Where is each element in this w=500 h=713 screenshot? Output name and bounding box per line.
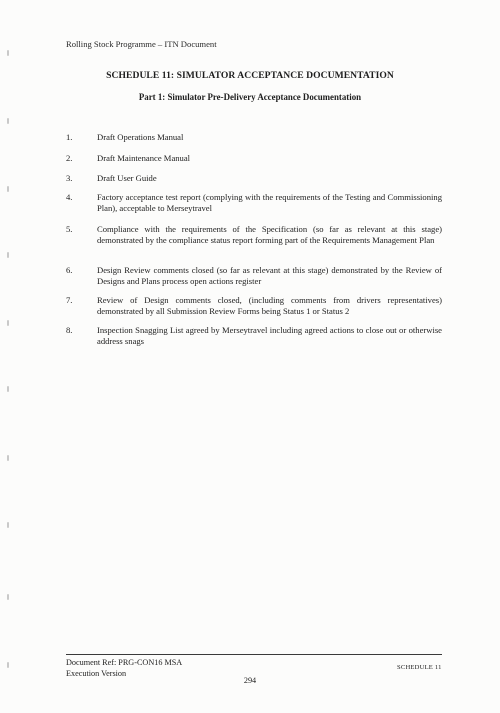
schedule-label: SCHEDULE 11 <box>397 664 442 671</box>
footer-divider <box>66 654 442 655</box>
item-text: Draft User Guide <box>97 173 157 183</box>
item-text: Factory acceptance test report (complying with the requirements of the Testing and Commissioning Plan), acceptable to Merseytravel <box>97 192 442 214</box>
item-text: Design Review comments closed (so far as relevant at this stage) demonstrated by the Review of Designs and Plans process open actions register <box>97 265 442 287</box>
schedule-title: SCHEDULE 11: SIMULATOR ACCEPTANCE DOCUMENTATION <box>106 70 394 81</box>
item-number: 5. <box>66 224 73 234</box>
list-item <box>66 325 442 348</box>
item-number: 7. <box>66 295 73 305</box>
item-text: Inspection Snagging List agreed by Merseytravel including agreed actions to close out or otherwise address snags <box>97 325 442 347</box>
document-reference: Document Ref: PRG-CON16 MSA <box>66 658 183 667</box>
item-text: Compliance with the requirements of the Specification (so far as relevant at this stage) demonstrated by the compliance status report forming part of the Requirements Management Plan <box>97 224 442 246</box>
list-item <box>66 265 442 288</box>
item-number: 8. <box>66 325 73 335</box>
page-number: 294 <box>243 676 257 685</box>
item-text: Draft Maintenance Manual <box>97 153 191 163</box>
list-item <box>66 153 442 164</box>
list-item <box>66 132 442 143</box>
list-item <box>66 295 442 318</box>
item-text: Draft Operations Manual <box>97 132 184 142</box>
item-number: 4. <box>66 192 73 202</box>
list-item <box>66 224 442 247</box>
part-subtitle: Part 1: Simulator Pre-Delivery Acceptance Documentation <box>138 92 362 102</box>
item-number: 2. <box>66 153 73 163</box>
item-number: 3. <box>66 173 73 183</box>
execution-version: Execution Version <box>66 668 127 678</box>
item-number: 1. <box>66 132 73 142</box>
list-item <box>66 173 442 184</box>
item-number: 6. <box>66 265 73 275</box>
page-header: Rolling Stock Programme – ITN Document <box>66 39 217 49</box>
list-item <box>66 192 442 215</box>
item-text: Review of Design comments closed, (including comments from drivers representatives) demonstrated by all Submission Review Forms being Status 1 or Status 2 <box>97 295 442 317</box>
